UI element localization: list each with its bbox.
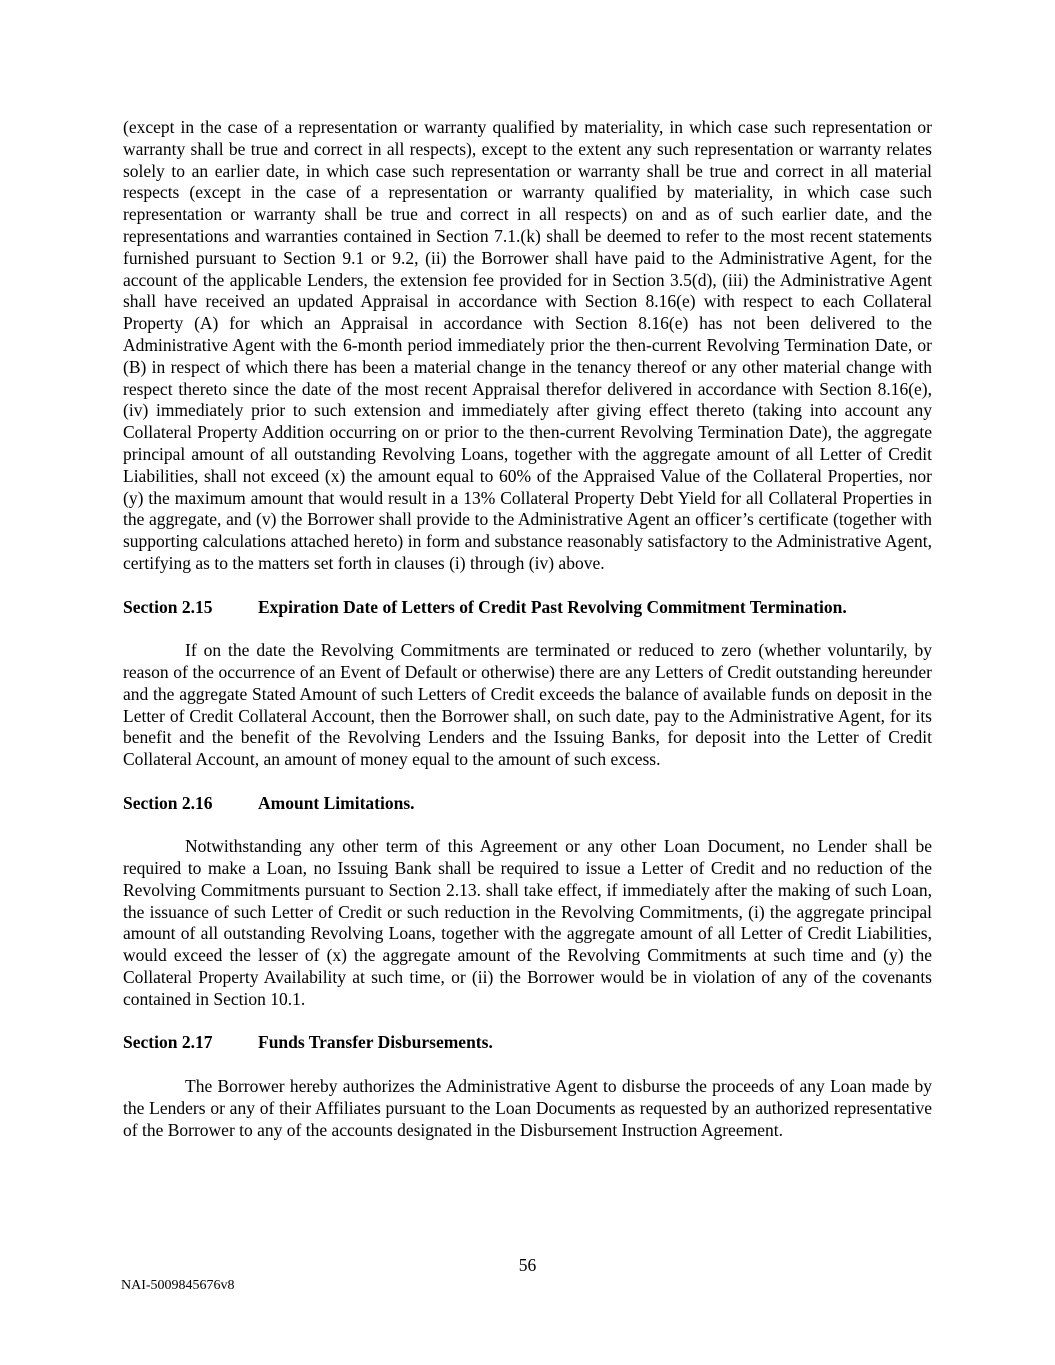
section-heading-2-17 — [123, 1032, 932, 1054]
body-paragraph-amount-limitations: Notwithstanding any other term of this Agreement or any other Loan Document, no Lender shall be required to make a Loan, no Issuing Bank shall be required to issue a Letter of Credit and no reduction of the Revolving Commitments pursuant to Section 2.13. shall take effect, if immediately after the making of such Loan, the issuance of such Letter of Credit or such reduction in the Revolving Commitments, (i) the aggregate principal amount of all outstanding Revolving Loans, together with the aggregate amount of all Letter of Credit Liabilities, would exceed the lesser of (x) the aggregate amount of the Revolving Commitments at such time and (y) the Collateral Property Availability at such time, or (ii) the Borrower would be in violation of any of the covenants contained in Section 10.1. — [123, 836, 932, 1009]
section-number: Section 2.17 — [123, 1032, 213, 1053]
document-id-footer: NAI-5009845676v8 — [121, 1278, 235, 1293]
section-title: Amount Limitations. — [258, 792, 415, 813]
section-heading-2-15 — [123, 597, 932, 619]
body-paragraph-continuation: (except in the case of a representation or warranty qualified by materiality, in which case such representation or warranty shall be true and correct in all respects), except to the extent any such representation or warranty relates solely to an earlier date, in which case such representation or warranty shall be true and correct in all material respects (except in the case of a representation or warranty qualified by materiality, in which case such representation or warranty shall be true and correct in all respects) on and as of such earlier date, and the representations and warranties contained in Section 7.1.(k) shall be deemed to refer to the most recent statements furnished pursuant to Section 9.1 or 9.2, (ii) the Borrower shall have paid to the Administrative Agent, for the account of the applicable Lenders, the extension fee provided for in Section 3.5(d), (iii) the Administrative Agent shall have received an updated Appraisal in accordance with Section 8.16(e) with respect to each Collateral Property (A) for which an Appraisal in accordance with Section 8.16(e) has not been delivered to the Administrative Agent with the 6-month period immediately prior the then-current Revolving Termination Date, or (B) in respect of which there has been a material change in the tenancy thereof or any other material change with respect thereto since the date of the most recent Appraisal therefor delivered in accordance with Section 8.16(e), (iv) immediately prior to such extension and immediately after giving effect thereto (taking into account any Collateral Property Addition occurring on or prior to the then-current Revolving Termination Date), the aggregate principal amount of all outstanding Revolving Loans, together with the aggregate amount of all Letter of Credit Liabilities, shall not exceed (x) the amount equal to 60% of the Appraised Value of the Collateral Properties, nor (y) the maximum amount that would result in a 13% Collateral Property Debt Yield for all Collateral Properties in the aggregate, and (v) the Borrower shall provide to the Administrative Agent an officer’s certificate (together with supporting calculations attached hereto) in form and substance reasonably satisfactory to the Administrative Agent, certifying as to the matters set forth in clauses (i) through (iv) above. — [123, 117, 932, 573]
section-number: Section 2.16 — [123, 792, 213, 813]
section-title: Funds Transfer Disbursements. — [258, 1032, 493, 1053]
document-content — [123, 117, 932, 1163]
body-paragraph-funds-transfer: The Borrower hereby authorizes the Administrative Agent to disburse the proceeds of any Loan made by the Lenders or any of their Affiliates pursuant to the Loan Documents as requested by an authorized representative of the Borrower to any of the accounts designated in the Disbursement Instruction Agreement. — [123, 1076, 932, 1140]
page-number: 56 — [518, 1255, 537, 1275]
section-heading-2-16 — [123, 793, 932, 815]
section-title: Expiration Date of Letters of Credit Past Revolving Commitment Termination. — [258, 596, 847, 617]
section-number: Section 2.15 — [123, 596, 213, 617]
body-paragraph-letters-of-credit: If on the date the Revolving Commitments are terminated or reduced to zero (whether voluntarily, by reason of the occurrence of an Event of Default or otherwise) there are any Letters of Credit outstanding hereunder and the aggregate Stated Amount of such Letters of Credit exceeds the balance of available funds on deposit in the Letter of Credit Collateral Account, then the Borrower shall, on such date, pay to the Administrative Agent, for its benefit and the benefit of the Revolving Lenders and the Issuing Banks, for deposit into the Letter of Credit Collateral Account, an amount of money equal to the amount of such excess. — [123, 640, 932, 770]
